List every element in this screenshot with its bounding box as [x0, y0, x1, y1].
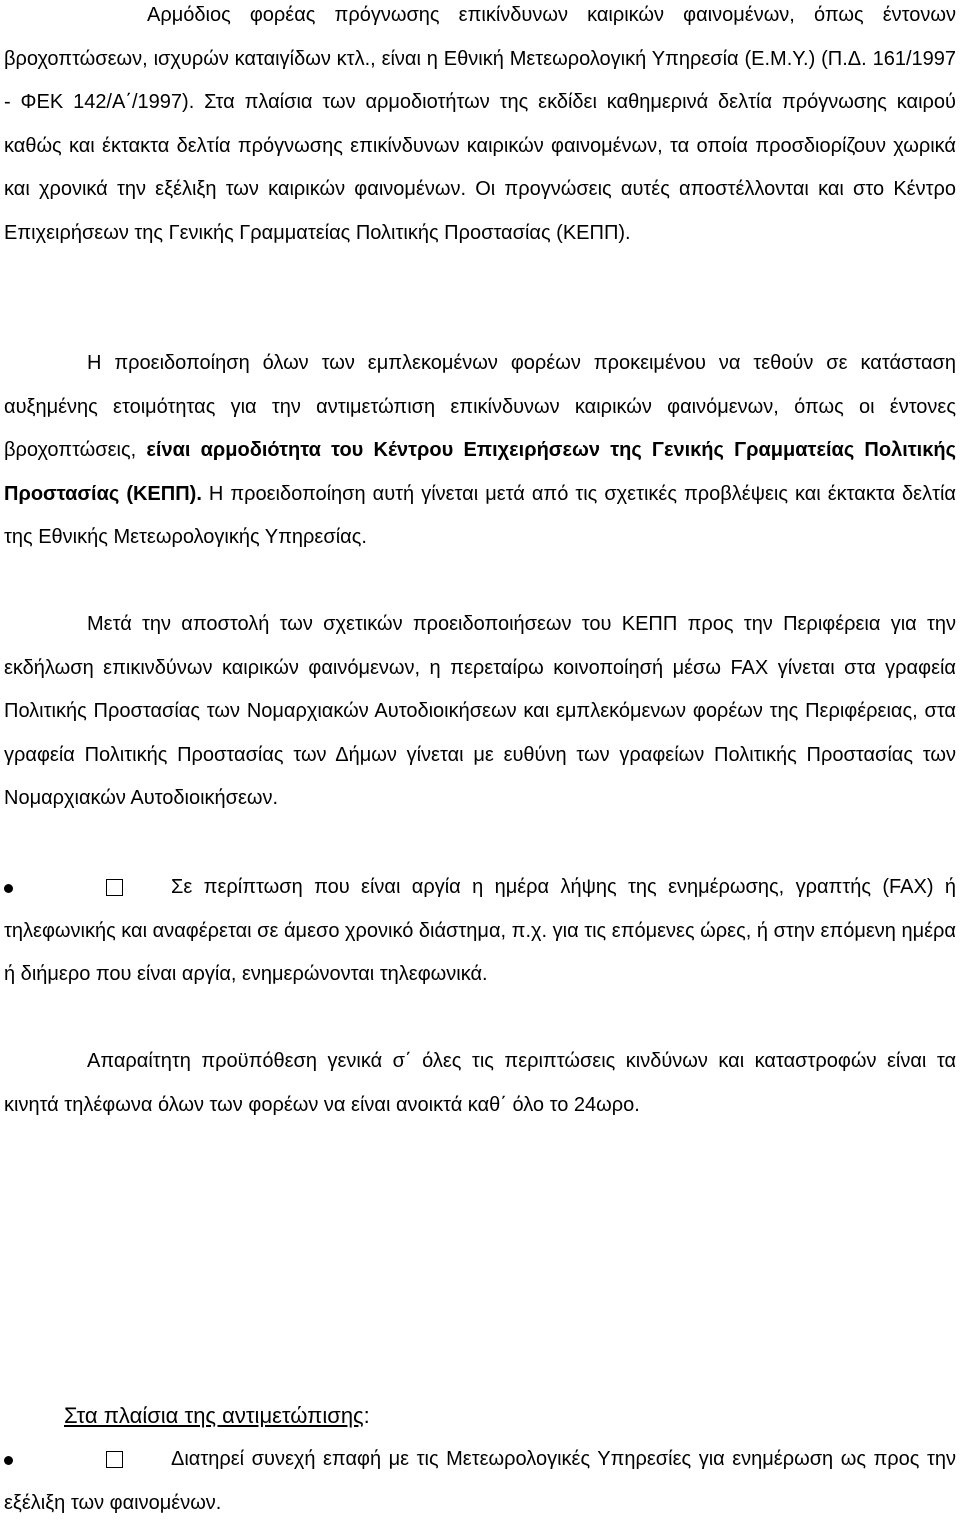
paragraph-warning-responsibility — [4, 342, 956, 560]
paragraph-notification-flow: Μετά την αποστολή των σχετικών προειδοποιήσεων του ΚΕΠΠ προς την Περιφέρεια για την εκδήλωση επικινδύνων καιρικών φαινόμενων, η περεταίρω κοινοποίησή μέσω FAX γίνεται στα γραφεία Πολιτικής Προστασίας των Νομαρχιακών Αυτοδιοικήσεων και εμπλεκόμενων φορέων της Περιφέρειας, στα γραφεία Πολιτικής Προστασίας των Δήμων γίνεται με ευθύνη των γραφείων Πολιτικής Προστασίας των Νομαρχιακών Αυτοδιοικήσεων. — [4, 613, 956, 809]
section-heading — [64, 1396, 370, 1436]
paragraph-mobile-phones: Απαραίτητη προϋπόθεση γενικά σ΄ όλες τις περιπτώσεις κινδύνων και καταστροφών είναι τα κινητά τηλέφωνα όλων των φορέων να είναι ανοικτά καθ΄ όλο το 24ωρο. — [4, 1050, 956, 1116]
bullet-meteo-contact: Διατηρεί συνεχή επαφή με τις Μετεωρολογικές Υπηρεσίες για ενημέρωση ως προς την εξέλιξη των φαινομένων. — [4, 1448, 956, 1514]
section-heading-suffix: : — [363, 1403, 370, 1428]
paragraph-text-cont: Η προειδοποίηση αυτή γίνεται μετά από τις σχετικές προβλέψεις και έκτακτα δελτία της Εθνικής Μετεωρολογικής Υπηρεσίας. — [4, 482, 956, 548]
bullet-holiday-notice: Σε περίπτωση που είναι αργία η ημέρα λήψης της ενημέρωσης, γραπτής (FAX) ή τηλεφωνικής και αναφέρεται σε άμεσο χρονικό διάστημα, π.χ. για τις επόμενες ώρες, ή στην επόμενη ημέρα ή διήμερο που είναι αργία, ενημερώνονται τηλεφωνικά. — [4, 876, 956, 985]
section-heading-text: Στα πλαίσια της αντιμετώπισης — [64, 1403, 364, 1428]
paragraph-forecast-authority: Αρμόδιος φορέας πρόγνωσης επικίνδυνων καιρικών φαινομένων, όπως έντονων βροχοπτώσεων, ισχυρών καταιγίδων κτλ., είναι η Εθνική Μετεωρολογική Υπηρεσία (Ε.Μ.Υ.) (Π.Δ. 161/1997 - ΦΕΚ 142/Α΄/1997). Στα πλαίσια των αρμοδιοτήτων της εκδίδει καθημερινά δελτία πρόγνωσης καιρού καθώς και έκτακτα δελτία πρόγνωσης επικίνδυνων καιρικών φαινομένων, τα οποία προσδιορίζουν χωρικά και χρονικά την εξέλιξη των καιρικών φαινομένων. Οι προγνώσεις αυτές αποστέλλονται και στο Κέντρο Επιχειρήσεων της Γενικής Γραμματείας Πολιτικής Προστασίας (ΚΕΠΠ). — [4, 4, 956, 244]
paragraph-text: Η προειδοποίηση όλων των εμπλεκομένων φορέων προκειμένου να τεθούν σε κατάσταση αυξημένης ετοιμότητας για την αντιμετώπιση επικίνδυνων καιρικών φαινόμενων, όπως οι έντονες βροχοπτώσεις, — [4, 352, 956, 461]
emphasis-text: είναι αρμοδιότητα του Κέντρου Επιχειρήσεων της Γενικής Γραμματείας Πολιτικής Προστασίας (ΚΕΠΠ). — [4, 439, 957, 505]
